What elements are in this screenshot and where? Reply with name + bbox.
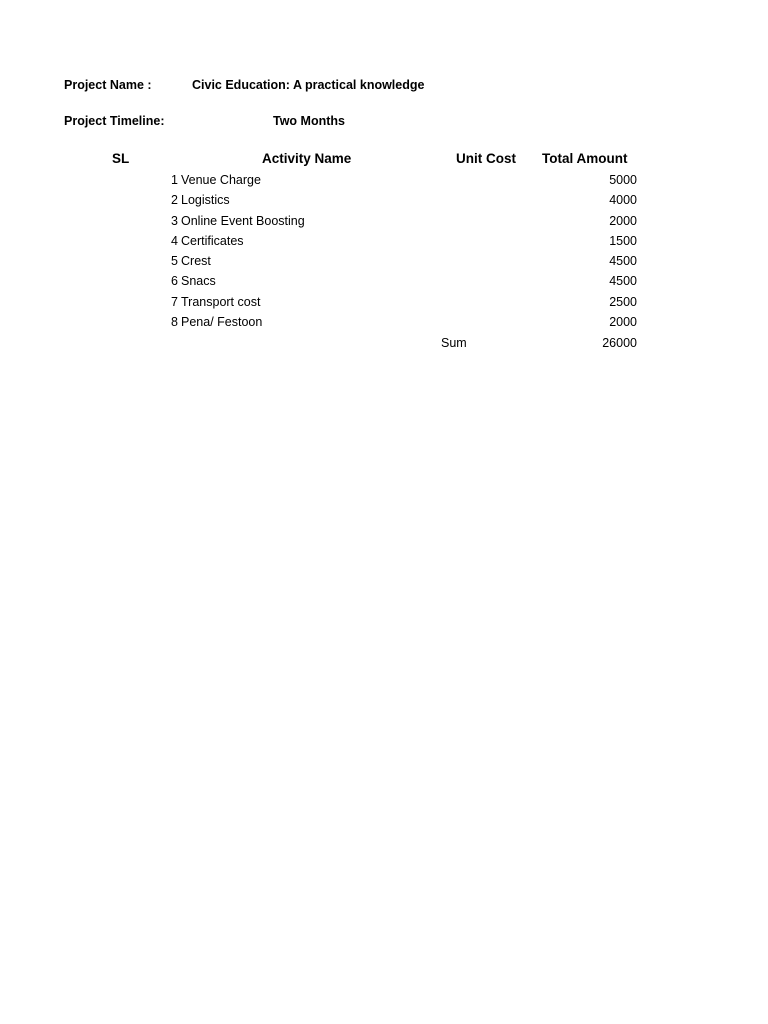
row-activity: Logistics bbox=[181, 193, 230, 207]
row-activity: Venue Charge bbox=[181, 173, 261, 187]
project-name-value: Civic Education: A practical knowledge bbox=[192, 78, 425, 92]
row-sl: 8 bbox=[171, 315, 178, 329]
row-total: 5000 bbox=[609, 173, 637, 187]
header-unit-cost: Unit Cost bbox=[456, 151, 516, 166]
row-total: 2500 bbox=[609, 295, 637, 309]
sum-value: 26000 bbox=[602, 336, 637, 350]
header-sl: SL bbox=[112, 151, 130, 166]
row-sl: 6 bbox=[171, 274, 178, 288]
row-total: 1500 bbox=[609, 234, 637, 248]
row-total: 4500 bbox=[609, 254, 637, 268]
row-sl: 7 bbox=[171, 295, 178, 309]
row-activity: Transport cost bbox=[181, 295, 261, 309]
project-timeline-label: Project Timeline: bbox=[64, 114, 165, 128]
row-total: 4500 bbox=[609, 274, 637, 288]
sum-label: Sum bbox=[441, 336, 467, 350]
row-total: 2000 bbox=[609, 315, 637, 329]
row-activity: Snacs bbox=[181, 274, 216, 288]
row-sl: 3 bbox=[171, 214, 178, 228]
project-name-label: Project Name : bbox=[64, 78, 152, 92]
row-sl: 2 bbox=[171, 193, 178, 207]
row-activity: Online Event Boosting bbox=[181, 214, 305, 228]
row-total: 2000 bbox=[609, 214, 637, 228]
header-total-amount: Total Amount bbox=[542, 151, 628, 166]
row-activity: Pena/ Festoon bbox=[181, 315, 263, 329]
row-sl: 5 bbox=[171, 254, 178, 268]
header-activity-name: Activity Name bbox=[262, 151, 352, 166]
row-total: 4000 bbox=[609, 193, 637, 207]
project-timeline-value: Two Months bbox=[273, 114, 345, 128]
row-sl: 1 bbox=[171, 173, 178, 187]
row-activity: Certificates bbox=[181, 234, 244, 248]
row-sl: 4 bbox=[171, 234, 178, 248]
row-activity: Crest bbox=[181, 254, 211, 268]
